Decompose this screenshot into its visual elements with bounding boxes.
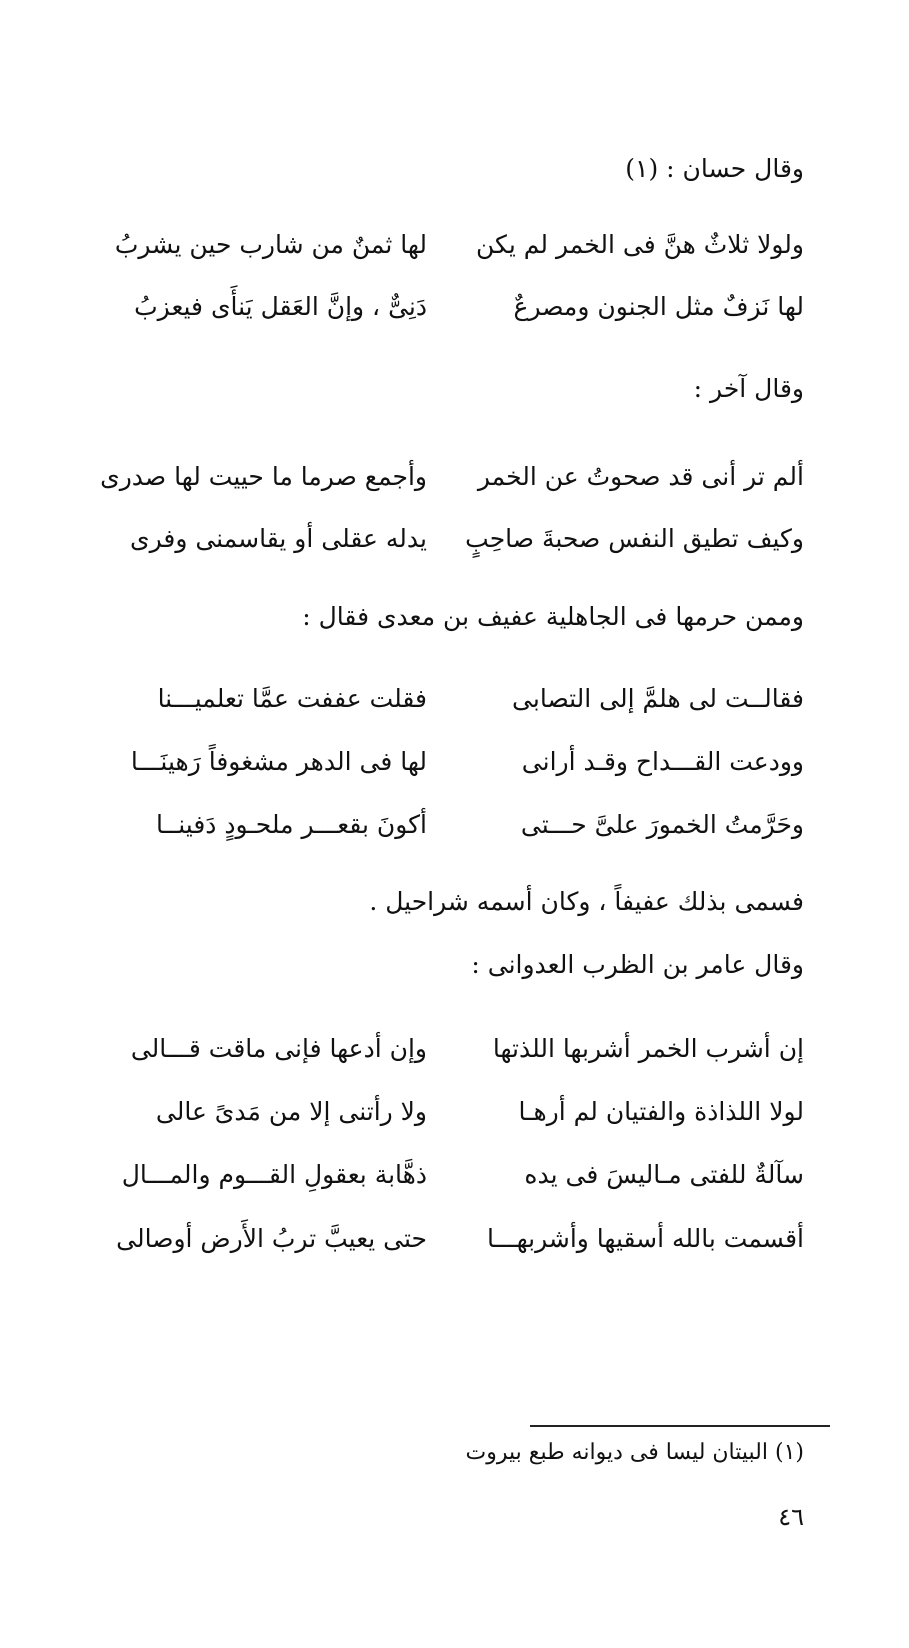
- footnote-divider: [530, 1425, 830, 1427]
- verse-2-2-first-hemistich: وكيف تطيق النفس صحبةَ صاحِبٍ: [465, 524, 804, 553]
- verse-4-2-first-hemistich: لولا اللذاذة والفتيان لم أرهـا: [518, 1097, 804, 1126]
- verse-4-1-first-hemistich: إن أشرب الخمر أشربها اللذتها: [492, 1034, 804, 1063]
- section-heading-amir: وقال عامر بن الظرب العدوانى :: [471, 950, 804, 979]
- verse-3-1-second-hemistich: فقلت عففت عمَّا تعلميـــنا: [157, 684, 427, 713]
- verse-2-1-second-hemistich: وأجمع صرما ما حييت لها صدرى: [100, 462, 427, 491]
- verse-3-3-second-hemistich: أكونَ بقعـــر ملحـودٍ دَفينــا: [155, 810, 427, 839]
- verse-3-2-first-hemistich: وودعت القـــداح وقـد أرانى: [521, 747, 804, 776]
- verse-4-4-second-hemistich: حتى يعيبَّ تربُ الأَرض أوصالى: [116, 1224, 427, 1253]
- verse-4-1-second-hemistich: وإن أدعها فإنى ماقت قـــالى: [130, 1034, 427, 1063]
- afif-note: فسمى بذلك عفيفاً ، وكان أسمه شراحيل .: [369, 887, 804, 916]
- verse-3-2-second-hemistich: لها فى الدهر مشغوفاً رَهينَـــا: [130, 747, 427, 776]
- verse-4-3-first-hemistich: سآلةٌ للفتى مـاليسَ فى يده: [524, 1160, 804, 1189]
- verse-1-2-second-hemistich: دَنِىٌّ ، وإنَّ العَقل يَنأَى فيعزبُ: [134, 292, 427, 321]
- verse-1-2-first-hemistich: لها نَزفٌ مثل الجنون ومصرعٌ: [513, 292, 804, 321]
- verse-4-2-second-hemistich: ولا رأتنى إلا من مَدىً عالى: [155, 1097, 427, 1126]
- verse-1-1-second-hemistich: لها ثمنٌ من شارب حين يشربُ: [114, 230, 427, 259]
- section-heading-another: وقال آخر :: [693, 374, 804, 403]
- verse-3-3-first-hemistich: وحَرَّمتُ الخمورَ علىَّ حـــتى: [520, 810, 804, 839]
- footnote: (١) البيتان ليسا فى ديوانه طبع بيروت: [465, 1440, 804, 1465]
- verse-4-3-second-hemistich: ذهَّابة بعقولِ القـــوم والمـــال: [121, 1160, 427, 1189]
- verse-2-1-first-hemistich: ألم تر أنى قد صحوتُ عن الخمر: [477, 462, 804, 491]
- verse-2-2-second-hemistich: يدله عقلى أو يقاسمنى وفرى: [130, 524, 427, 553]
- section-heading-hassan: وقال حسان : (١): [625, 154, 804, 183]
- verse-4-4-first-hemistich: أقسمت بالله أسقيها وأشربهـــا: [487, 1224, 804, 1253]
- verse-3-1-first-hemistich: فقالــت لى هلمَّ إلى التصابى: [512, 684, 804, 713]
- section-heading-afif: وممن حرمها فى الجاهلية عفيف بن معدى فقال :: [302, 602, 804, 631]
- page-number: ٤٦: [778, 1503, 804, 1531]
- verse-1-1-first-hemistich: ولولا ثلاثٌ هنَّ فى الخمر لم يكن: [476, 230, 804, 259]
